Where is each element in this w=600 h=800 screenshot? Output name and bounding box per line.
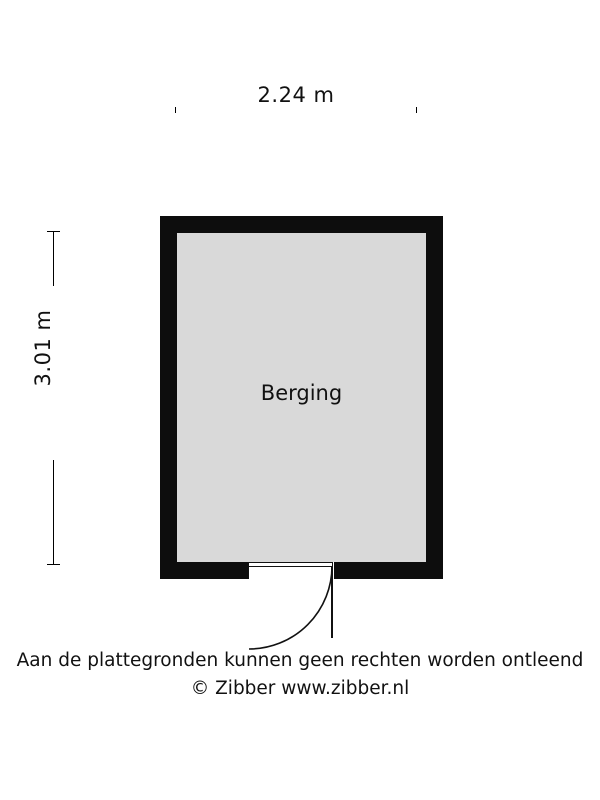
height-dimension xyxy=(31,231,55,565)
footer-copyright: © Zibber www.zibber.nl xyxy=(190,678,410,699)
footer xyxy=(0,648,600,702)
room-walls xyxy=(160,216,443,579)
height-dimension-cap-top xyxy=(47,231,60,232)
width-dimension-label: 2.24 m xyxy=(175,83,417,107)
width-dimension xyxy=(175,83,417,108)
height-dimension-label: 3.01 m xyxy=(31,286,55,410)
room-label: Berging xyxy=(260,381,343,405)
door-swing-arc xyxy=(249,566,333,650)
height-dimension-cap-bottom xyxy=(47,564,60,565)
footer-disclaimer: Aan de plattegronden kunnen geen rechten worden ontleend xyxy=(16,650,584,671)
